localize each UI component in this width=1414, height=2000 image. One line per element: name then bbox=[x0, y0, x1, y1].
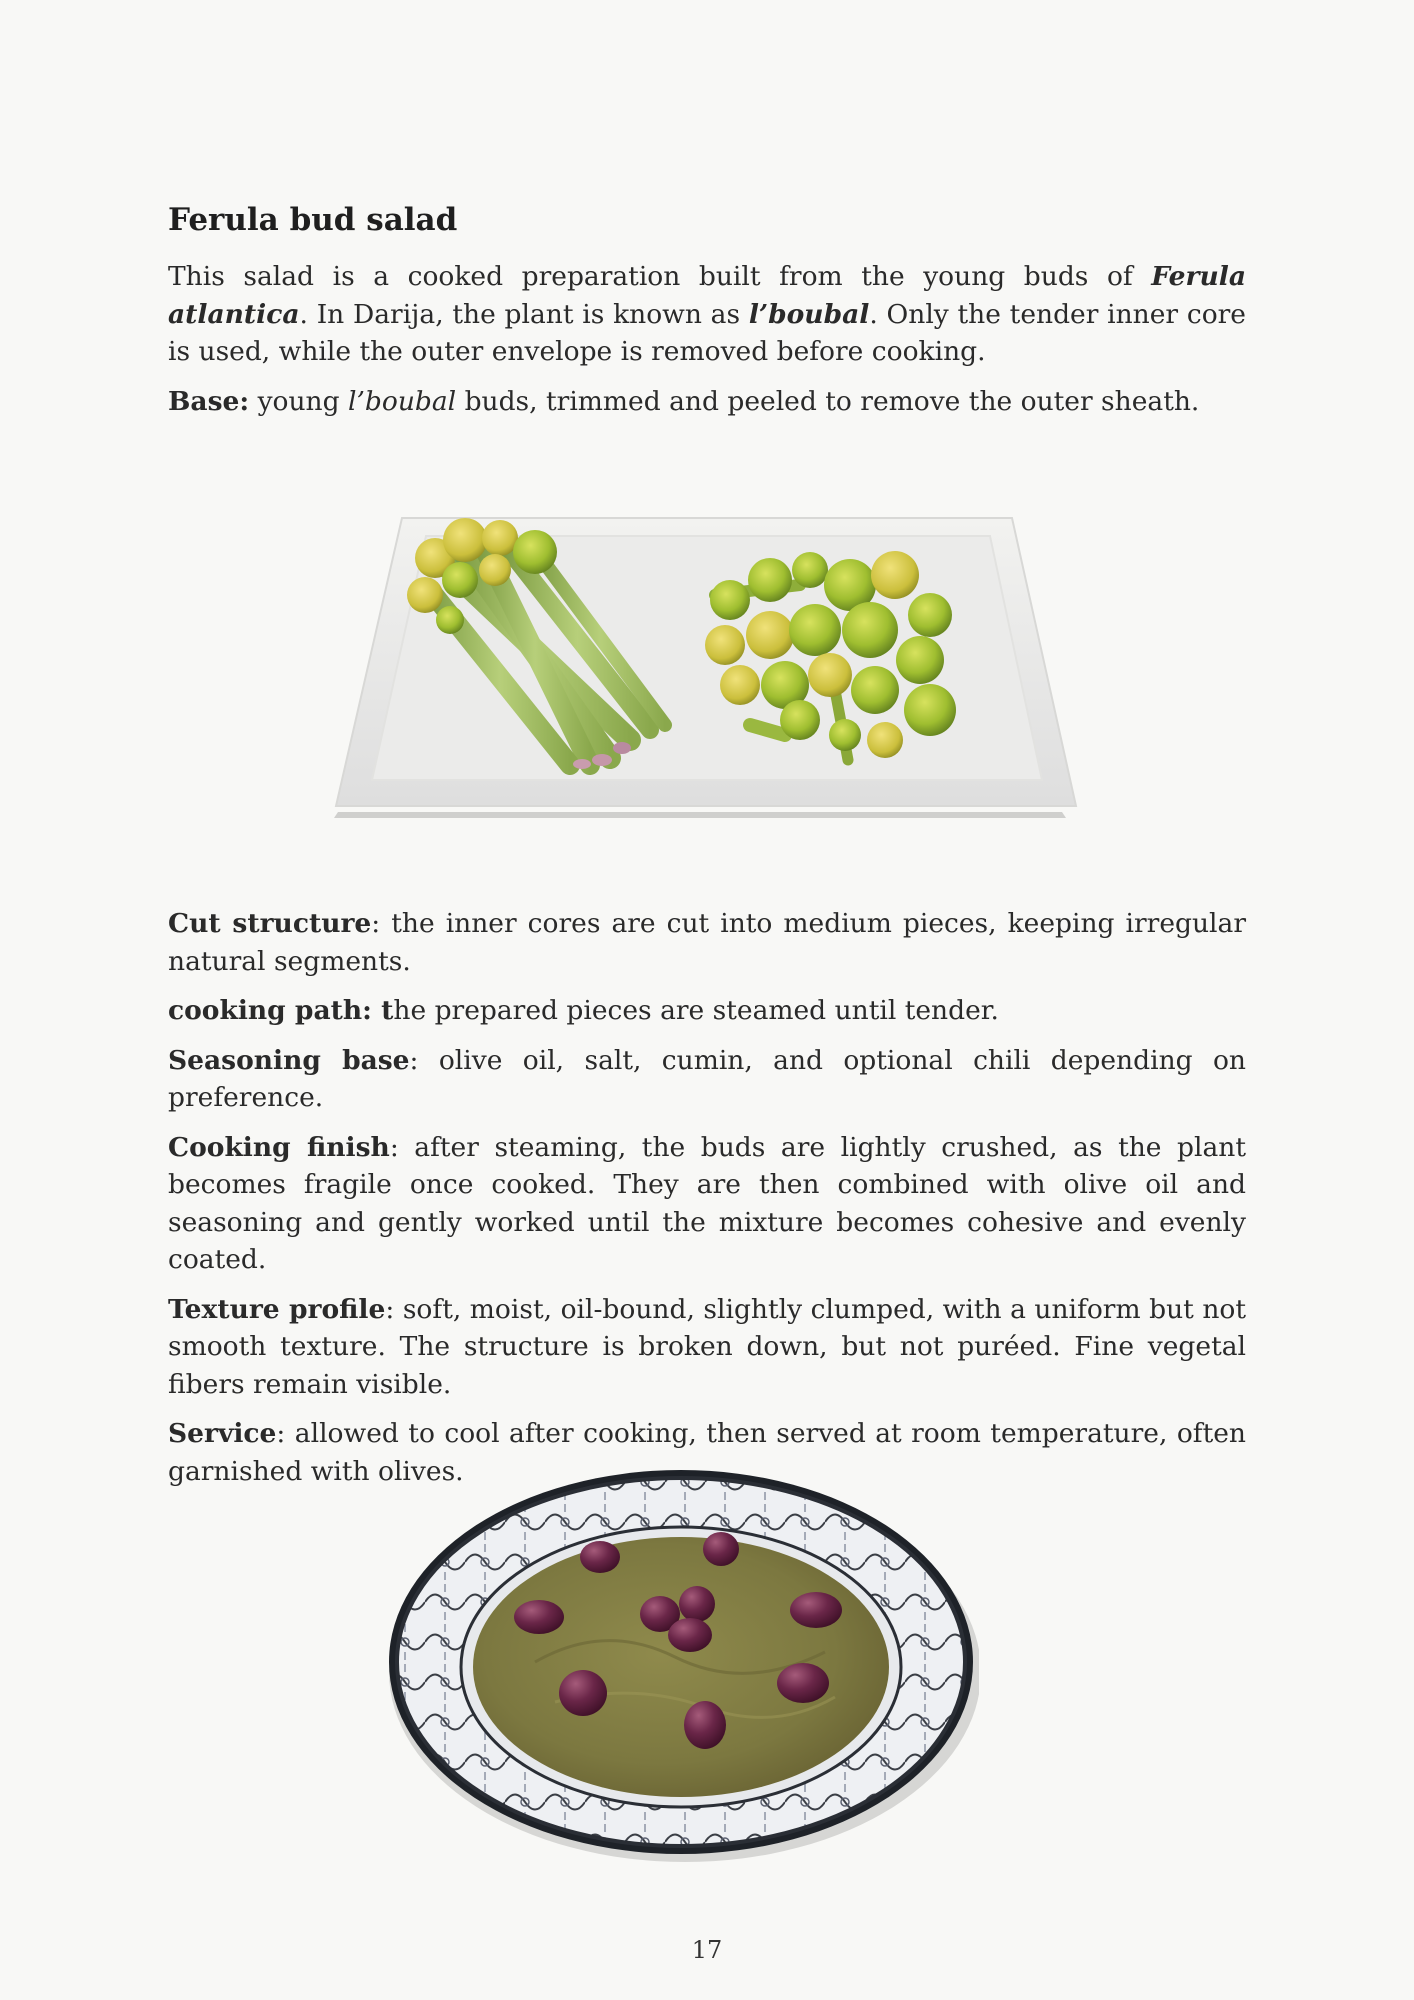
cut-structure-text: : the inner cores are cut into medium pieces, keeping irregular natural segments. bbox=[168, 908, 1246, 977]
cooking-path-paragraph bbox=[168, 992, 1246, 1030]
intro-text-1: This salad is a cooked preparation built from the young buds of bbox=[168, 261, 1152, 292]
seasoning-base-label: Seasoning base bbox=[168, 1044, 410, 1076]
intro-text-3: . Only the tender inner core is used, while the outer envelope is removed before cooking. bbox=[168, 298, 1246, 367]
cooking-path-label: cooking path: t bbox=[168, 995, 394, 1026]
base-paragraph bbox=[168, 383, 1246, 421]
salad-spread bbox=[473, 1537, 889, 1797]
raw-buds-plate-image bbox=[330, 510, 1082, 820]
base-text-2: buds, trimmed and peeled to remove the outer sheath. bbox=[456, 385, 1200, 417]
intro-darija-name: l’boubal bbox=[748, 298, 870, 330]
cut-structure-label: Cut structure bbox=[168, 908, 372, 939]
texture-profile-text: : soft, moist, oil-bound, slightly clumped, with a uniform but not smooth texture. The structure is broken down, but not puréed. Fine vegetal fibers remain visible. bbox=[168, 1293, 1246, 1400]
base-label: Base: bbox=[168, 385, 250, 417]
service-label: Service bbox=[168, 1418, 277, 1449]
seasoning-base-paragraph bbox=[168, 1042, 1246, 1117]
texture-profile-label: Texture profile bbox=[168, 1293, 386, 1325]
finished-salad-bowl-image bbox=[385, 1462, 979, 1862]
intro-paragraph bbox=[168, 258, 1246, 371]
page-title: Ferula bud salad bbox=[168, 202, 458, 238]
cooking-finish-paragraph bbox=[168, 1129, 1246, 1279]
base-darija-name: l’boubal bbox=[348, 385, 457, 417]
base-text-1: young bbox=[249, 385, 349, 417]
cooking-finish-label: Cooking finish bbox=[168, 1131, 390, 1163]
texture-profile-paragraph bbox=[168, 1291, 1246, 1404]
cooking-finish-text: : after steaming, the buds are lightly crushed, as the plant becomes fragile once cooked. They are then combined with olive oil and seasoning and gently worked until the mixture becomes cohesive and evenly coated. bbox=[168, 1131, 1246, 1275]
page-number: 17 bbox=[691, 1936, 723, 1964]
intro-latin-name: Ferula atlantica bbox=[168, 261, 1246, 330]
cooking-path-text: he prepared pieces are steamed until tender. bbox=[393, 995, 999, 1026]
seasoning-base-text: : olive oil, salt, cumin, and optional chili depending on preference. bbox=[168, 1044, 1246, 1113]
recipe-top-section bbox=[168, 196, 1246, 432]
service-text: : allowed to cool after cooking, then served at room temperature, often garnished with olives. bbox=[168, 1418, 1246, 1487]
intro-text-2: . In Darija, the plant is known as bbox=[299, 298, 749, 330]
cut-structure-paragraph bbox=[168, 905, 1246, 980]
recipe-details-section bbox=[168, 905, 1246, 1502]
